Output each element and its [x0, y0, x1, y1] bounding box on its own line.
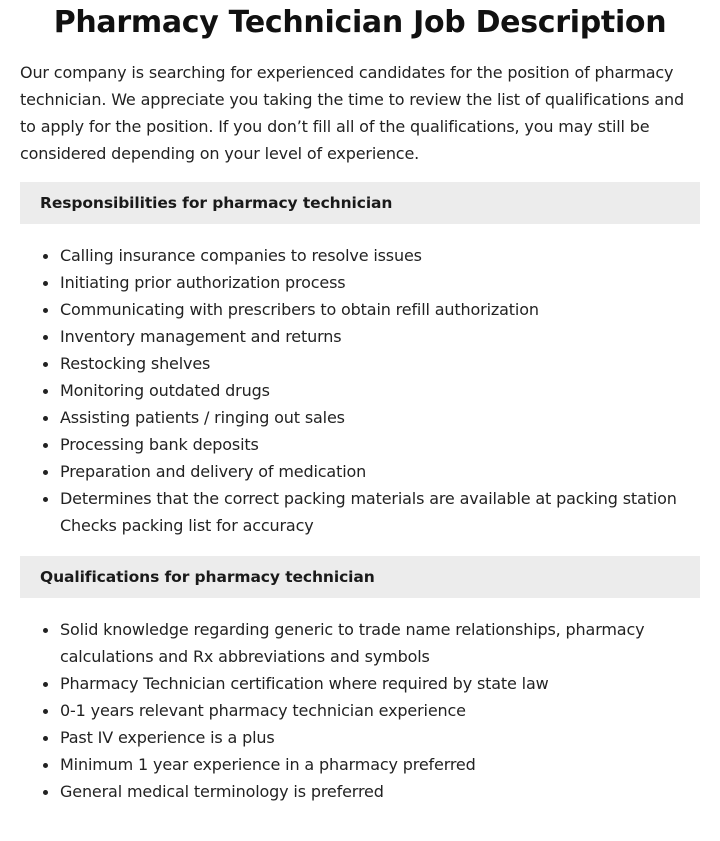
list-item: Assisting patients / ringing out sales	[60, 404, 700, 431]
responsibilities-heading: Responsibilities for pharmacy technician	[20, 182, 700, 224]
qualifications-heading: Qualifications for pharmacy technician	[20, 556, 700, 598]
list-item: Processing bank deposits	[60, 431, 700, 458]
qualifications-list	[20, 616, 700, 805]
intro-paragraph: Our company is searching for experienced candidates for the position of pharmacy technician. We appreciate you taking the time to review the list of qualifications and to apply for the position. If you don’t fill all of the qualifications, you may still be considered depending on your level of experience.	[20, 63, 685, 163]
list-item: Solid knowledge regarding generic to trade name relationships, pharmacy calculations and Rx abbreviations and symbols	[60, 616, 700, 670]
list-item: Restocking shelves	[60, 350, 700, 377]
list-item: Past IV experience is a plus	[60, 724, 700, 751]
list-item: Communicating with prescribers to obtain refill authorization	[60, 296, 700, 323]
list-item: General medical terminology is preferred	[60, 778, 700, 805]
page-title: Pharmacy Technician Job Description	[53, 5, 667, 40]
list-item: Calling insurance companies to resolve issues	[60, 242, 700, 269]
list-item: Initiating prior authorization process	[60, 269, 700, 296]
list-item: Monitoring outdated drugs	[60, 377, 700, 404]
list-item: Determines that the correct packing materials are available at packing station Checks packing list for accuracy	[60, 485, 700, 539]
list-item: Preparation and delivery of medication	[60, 458, 700, 485]
list-item: Inventory management and returns	[60, 323, 700, 350]
responsibilities-list	[20, 242, 700, 539]
list-item: 0-1 years relevant pharmacy technician experience	[60, 697, 700, 724]
list-item: Pharmacy Technician certification where required by state law	[60, 670, 700, 697]
list-item: Minimum 1 year experience in a pharmacy preferred	[60, 751, 700, 778]
